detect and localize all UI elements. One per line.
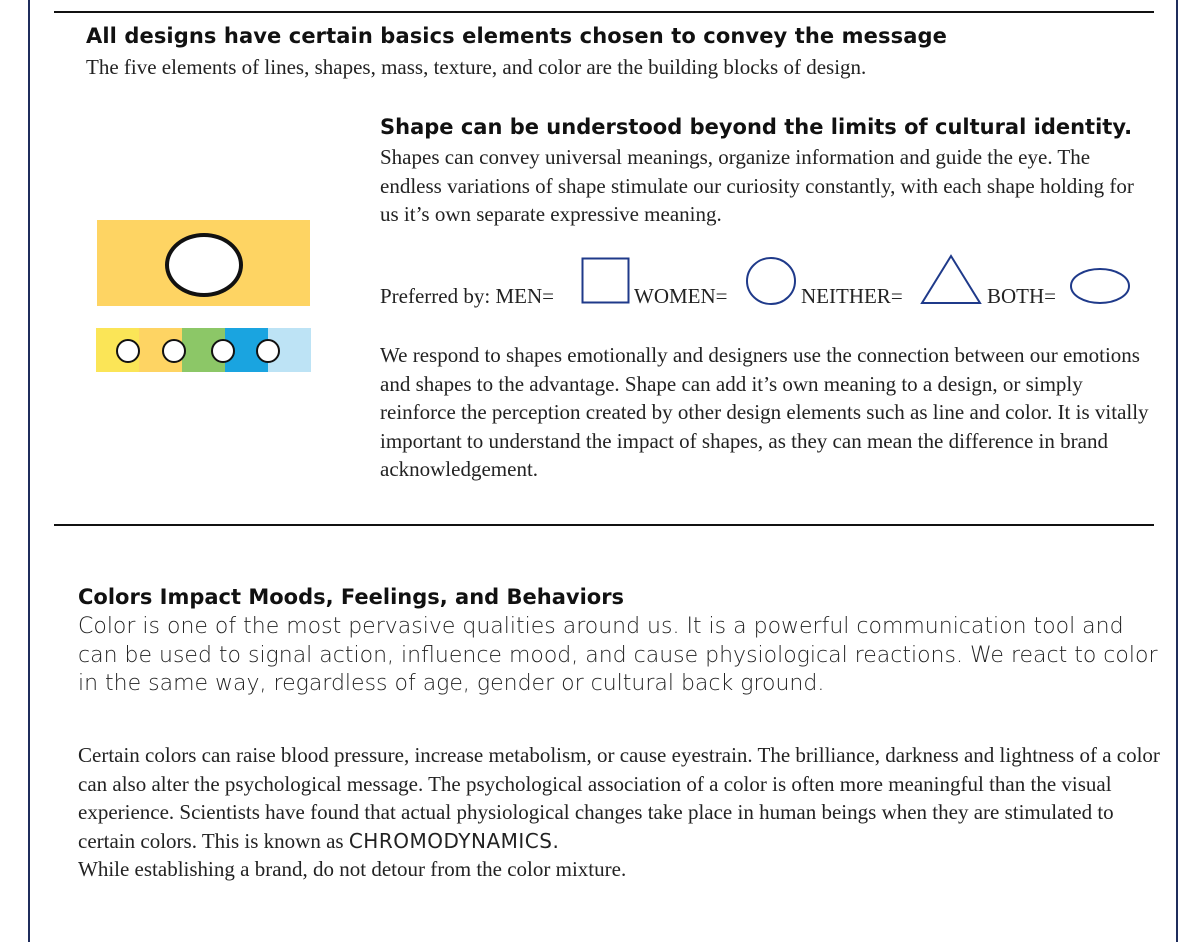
section-divider	[54, 524, 1154, 526]
shape-paragraph: Shapes can convey universal meanings, organize information and guide the eye. The endless variations of shape stimulate our curiosity constantly, with each shape holding for us it’s own separate expressive meaning.	[380, 145, 1134, 226]
intro-text: The five elements of lines, shapes, mass, texture, and color are the building blocks of design.	[86, 55, 867, 79]
small-circle-icon	[211, 339, 235, 363]
chromodynamics-term: CHROMODYNAMICS.	[348, 828, 560, 853]
small-circle-icon	[162, 339, 186, 363]
page-frame-left-border	[28, 0, 30, 942]
color-paragraph-2-closing: While establishing a brand, do not detour from the color mixture.	[78, 857, 627, 881]
large-circle-icon	[165, 233, 243, 297]
circle-icon	[745, 256, 797, 306]
small-circle-icon	[256, 339, 280, 363]
color-paragraph-2	[78, 741, 1168, 884]
shape-illustration-bar	[97, 220, 310, 306]
shape-paragraph-2: We respond to shapes emotionally and designers use the connection between our emotions and shapes to the advantage. Shape can add it’s own meaning to a design, or simply reinforce the perception created by other design elements such as line and color. It is vitally important to understand the impact of shapes, as they can mean the difference in brand acknowledgement.	[380, 343, 1149, 481]
small-circle-icon	[116, 339, 140, 363]
both-preference-label: BOTH=	[987, 284, 1057, 308]
color-paragraph-2-text: Certain colors can raise blood pressure, increase metabolism, or cause eyestrain. The brilliance, darkness and lightness of a color can also alter the psychological message. The psychological association of a color is often more meaningful than the visual experience. Scientists have found that actual physiological changes take place in human beings when they are stimulated to certain colors. This is known as	[78, 743, 1160, 853]
women-preference-label: WOMEN=	[634, 284, 728, 308]
intro-heading: All designs have certain basics elements chosen to convey the message	[86, 24, 947, 48]
color-heading: Colors Impact Moods, Feelings, and Behaviors	[78, 585, 625, 609]
men-preference-label: Preferred by: MEN=	[380, 284, 554, 308]
oval-icon	[1069, 267, 1131, 305]
shape-heading: Shape can be understood beyond the limits of cultural identity.	[380, 115, 1133, 139]
triangle-icon	[920, 254, 982, 306]
page-frame-right-border	[1176, 0, 1178, 942]
top-divider	[54, 11, 1154, 13]
neither-preference-label: NEITHER=	[801, 284, 903, 308]
color-paragraph: Color is one of the most pervasive qualities around us. It is a powerful communication tool and can be used to signal action, influence mood, and cause physiological reactions. We react to color in the same way, regardless of age, gender or cultural back ground.	[78, 614, 1158, 696]
square-icon	[581, 257, 631, 305]
